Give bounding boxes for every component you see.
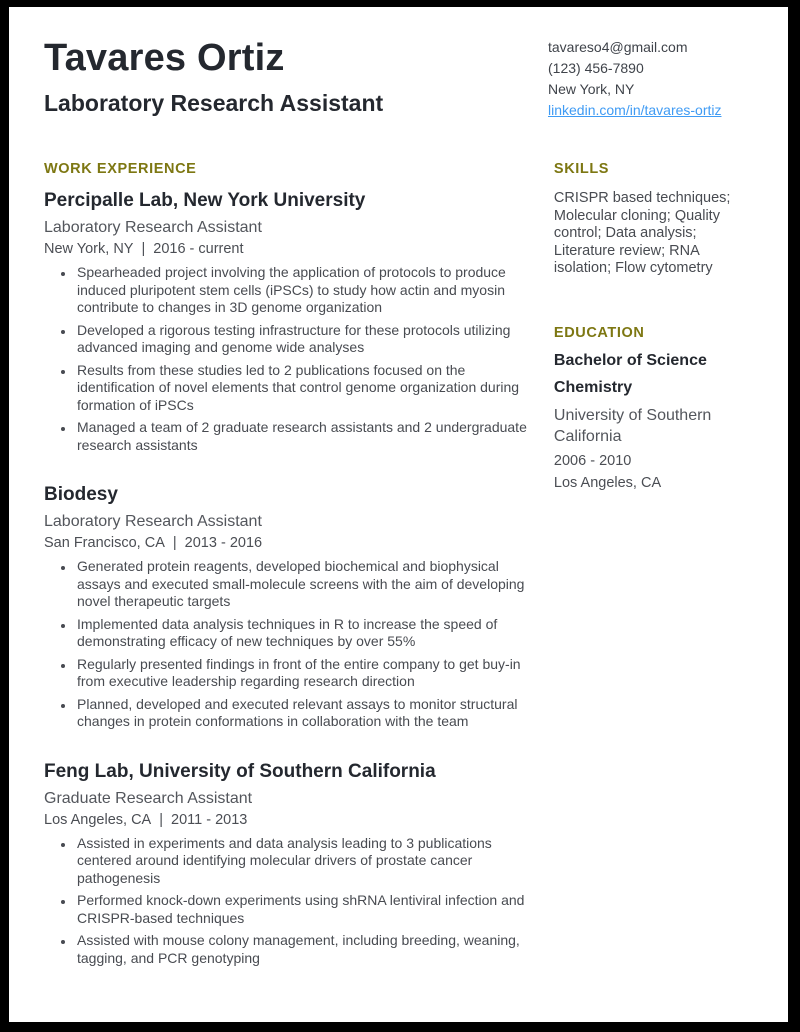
education-section xyxy=(554,325,758,492)
bullet-item: • Performed knock-down experiments using shRNA lentiviral infection and CRISPR-based techniques xyxy=(75,892,530,927)
resume-page xyxy=(9,7,788,1022)
job-bullet-list xyxy=(44,558,530,731)
sidebar xyxy=(554,161,758,972)
job-role: Laboratory Research Assistant xyxy=(44,513,262,530)
job-dates: 2016 - current xyxy=(153,241,244,257)
job-location: San Francisco, CA xyxy=(44,535,165,551)
person-title: Laboratory Research Assistant xyxy=(44,89,384,116)
skills-section xyxy=(554,161,758,278)
bullet-item: • Assisted with mouse colony management, including breeding, weaning, tagging, and PCR genotyping xyxy=(75,932,530,967)
job-location: Los Angeles, CA xyxy=(44,811,152,828)
job-dates: 2011 - 2013 xyxy=(171,811,248,828)
job-dates: 2013 - 2016 xyxy=(184,535,263,551)
education-heading: EDUCATION xyxy=(553,324,645,341)
bullet-item: • Implemented data analysis techniques in R to increase the speed of demonstrating efficacy of new techniques by over 55% xyxy=(75,616,530,651)
bullet-item: • Assisted in experiments and data analysis leading to 3 publications centered around identifying molecular drivers of prostate cancer pathogenesis xyxy=(75,835,530,888)
resume-header xyxy=(44,35,758,121)
job-company: Biodesy xyxy=(44,484,118,505)
bullet-item: • Spearheaded project involving the application of protocols to produce induced pluripotent stem cells (iPSCs) to study how actin and myosin contribute to changes in 3D genome organization xyxy=(75,264,530,317)
job-entry xyxy=(44,761,530,968)
bullet-item: • Planned, developed and executed relevant assays to monitor structural changes in protein conformations in collaboration with the team xyxy=(75,696,530,731)
skills-heading: SKILLS xyxy=(553,161,610,177)
job-role: Laboratory Research Assistant xyxy=(44,219,262,236)
separator: | xyxy=(172,535,177,551)
education-degree: Bachelor of Science xyxy=(553,351,707,369)
work-experience-heading: WORK EXPERIENCE xyxy=(44,161,197,177)
bullet-item: • Developed a rigorous testing infrastructure for these protocols utilizing advanced imaging and genome wide analyses xyxy=(75,322,530,357)
person-name: Tavares Ortiz xyxy=(44,37,285,79)
bullet-item: • Managed a team of 2 graduate research assistants and 2 undergraduate research assistants xyxy=(75,419,530,454)
job-company: Feng Lab, University of Southern California xyxy=(44,760,436,782)
linkedin-link[interactable]: linkedin.com/in/tavares-ortiz xyxy=(548,102,722,118)
contact-email: tavareso4@gmail.com xyxy=(548,39,688,55)
work-experience-section xyxy=(44,161,530,972)
bullet-item: • Generated protein reagents, developed biochemical and biophysical assays and executed small-molecule screens with the aim of developing novel therapeutic targets xyxy=(75,558,530,611)
job-location-dates xyxy=(44,812,530,828)
education-location: Los Angeles, CA xyxy=(553,475,662,492)
job-location-dates xyxy=(44,535,530,551)
education-major: Chemistry xyxy=(553,379,633,397)
job-location: New York, NY xyxy=(44,241,134,257)
resume-columns xyxy=(44,161,758,972)
bullet-item: • Results from these studies led to 2 publications focused on the identification of novel elements that control genome organization during formation of iPSCs xyxy=(75,362,530,415)
job-location-dates xyxy=(44,241,530,257)
separator: | xyxy=(141,241,146,257)
bullet-item: • Regularly presented findings in front of the entire company to get buy-in from executive leadership regarding research direction xyxy=(75,656,530,691)
skills-text: CRISPR based techniques; Molecular cloning; Quality control; Data analysis; Literature review; RNA isolation; Flow cytometry xyxy=(553,190,731,276)
separator: | xyxy=(159,811,163,828)
job-bullet-list xyxy=(44,835,530,968)
education-school: University of Southern California xyxy=(553,407,712,446)
contact-location: New York, NY xyxy=(548,81,635,97)
name-block xyxy=(44,35,383,117)
job-entry xyxy=(44,484,530,731)
job-entry xyxy=(44,190,530,454)
education-dates: 2006 - 2010 xyxy=(553,453,632,470)
contact-phone: (123) 456-7890 xyxy=(548,60,644,76)
contact-block xyxy=(548,35,758,121)
job-bullet-list xyxy=(44,264,530,454)
job-role: Graduate Research Assistant xyxy=(44,789,253,807)
job-company: Percipalle Lab, New York University xyxy=(44,190,366,211)
jobs-container xyxy=(44,190,530,967)
